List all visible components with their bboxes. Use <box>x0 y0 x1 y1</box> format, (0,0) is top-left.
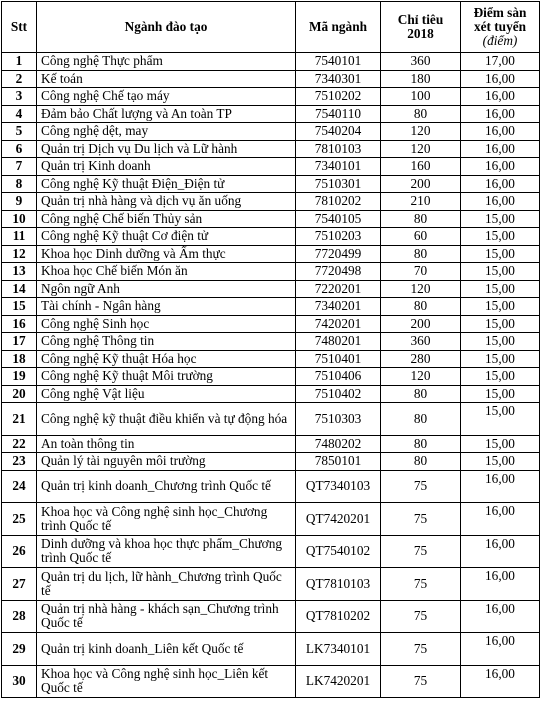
min-score: 15,00 <box>461 350 540 368</box>
program-name: An toàn thông tin <box>37 435 296 453</box>
table-row <box>2 315 540 333</box>
min-score: 15,00 <box>461 403 540 436</box>
program-code: 7540204 <box>296 123 381 141</box>
row-number: 17 <box>2 333 37 351</box>
program-name: Khoa học Chế biến Món ăn <box>37 263 296 281</box>
program-name: Quản trị nhà hàng và dịch vụ ăn uống <box>37 193 296 211</box>
table-row <box>2 123 540 141</box>
row-number: 16 <box>2 315 37 333</box>
min-score: 16,00 <box>461 175 540 193</box>
row-number: 10 <box>2 210 37 228</box>
table-row <box>2 333 540 351</box>
quota-2018: 210 <box>381 193 461 211</box>
row-number: 18 <box>2 350 37 368</box>
program-name: Công nghệ Kỹ thuật Hóa học <box>37 350 296 368</box>
min-score: 16,00 <box>461 470 540 503</box>
quota-2018: 180 <box>381 70 461 88</box>
row-number: 13 <box>2 263 37 281</box>
row-number: 15 <box>2 298 37 316</box>
program-name: Quản trị Kinh doanh <box>37 158 296 176</box>
program-code: 7540101 <box>296 53 381 71</box>
quota-2018: 75 <box>381 568 461 601</box>
row-number: 19 <box>2 368 37 386</box>
min-score: 16,00 <box>461 568 540 601</box>
quota-2018: 60 <box>381 228 461 246</box>
quota-2018: 80 <box>381 403 461 436</box>
table-header-row <box>2 2 540 53</box>
program-name: Quản trị Dịch vụ Du lịch và Lữ hành <box>37 140 296 158</box>
quota-2018: 75 <box>381 600 461 633</box>
program-code: QT7810202 <box>296 600 381 633</box>
min-score: 15,00 <box>461 368 540 386</box>
program-name: Công nghệ Chế tạo máy <box>37 88 296 106</box>
min-score: 17,00 <box>461 53 540 71</box>
program-code: QT7420201 <box>296 503 381 536</box>
quota-2018: 75 <box>381 633 461 666</box>
table-row <box>2 158 540 176</box>
program-code: 7720498 <box>296 263 381 281</box>
min-score: 16,00 <box>461 633 540 666</box>
row-number: 30 <box>2 665 37 698</box>
program-code: 7510402 <box>296 385 381 403</box>
program-code: 7510303 <box>296 403 381 436</box>
table-row <box>2 403 540 436</box>
min-score: 15,00 <box>461 315 540 333</box>
table-row <box>2 245 540 263</box>
header-score-line2: xét tuyển <box>473 19 527 34</box>
row-number: 7 <box>2 158 37 176</box>
table-row <box>2 140 540 158</box>
program-code: 7540105 <box>296 210 381 228</box>
table-row <box>2 503 540 536</box>
quota-2018: 75 <box>381 503 461 536</box>
program-name: Công nghệ Vật liệu <box>37 385 296 403</box>
program-name: Khoa học và Công nghệ sinh học_Chương trình Quốc tế <box>37 503 296 536</box>
table-row <box>2 435 540 453</box>
min-score: 16,00 <box>461 158 540 176</box>
header-program: Ngành đào tạo <box>37 2 296 53</box>
min-score: 16,00 <box>461 193 540 211</box>
row-number: 1 <box>2 53 37 71</box>
table-row <box>2 600 540 633</box>
row-number: 4 <box>2 105 37 123</box>
table-row <box>2 53 540 71</box>
program-name: Công nghệ Sinh học <box>37 315 296 333</box>
program-code: 7720499 <box>296 245 381 263</box>
row-number: 27 <box>2 568 37 601</box>
quota-2018: 280 <box>381 350 461 368</box>
table-row <box>2 535 540 568</box>
program-name: Khoa học Dinh dưỡng và Ẩm thực <box>37 245 296 263</box>
program-code: 7850101 <box>296 453 381 471</box>
table-row <box>2 175 540 193</box>
row-number: 9 <box>2 193 37 211</box>
program-code: 7510301 <box>296 175 381 193</box>
quota-2018: 80 <box>381 210 461 228</box>
quota-2018: 160 <box>381 158 461 176</box>
quota-2018: 80 <box>381 298 461 316</box>
program-name: Công nghệ kỹ thuật điều khiển và tự động hóa <box>37 403 296 436</box>
row-number: 29 <box>2 633 37 666</box>
program-code: 7510406 <box>296 368 381 386</box>
program-code: 7510203 <box>296 228 381 246</box>
quota-2018: 80 <box>381 453 461 471</box>
row-number: 8 <box>2 175 37 193</box>
header-quota-line1: Chỉ tiêu <box>397 12 444 27</box>
table-row <box>2 385 540 403</box>
table-row <box>2 70 540 88</box>
row-number: 12 <box>2 245 37 263</box>
min-score: 15,00 <box>461 333 540 351</box>
table-row <box>2 193 540 211</box>
program-name: Khoa học và Công nghệ sinh học_Liên kết Quốc tế <box>37 665 296 698</box>
min-score: 16,00 <box>461 70 540 88</box>
program-name: Quản trị kinh doanh_Liên kết Quốc tế <box>37 633 296 666</box>
min-score: 16,00 <box>461 535 540 568</box>
admission-score-table <box>1 1 540 698</box>
program-name: Công nghệ Kỹ thuật Cơ điện tử <box>37 228 296 246</box>
min-score: 16,00 <box>461 665 540 698</box>
table-row <box>2 470 540 503</box>
min-score: 15,00 <box>461 245 540 263</box>
program-code: 7340301 <box>296 70 381 88</box>
table-row <box>2 280 540 298</box>
table-row <box>2 453 540 471</box>
program-name: Công nghệ Chế biến Thủy sản <box>37 210 296 228</box>
program-code: 7480201 <box>296 333 381 351</box>
program-name: Kế toán <box>37 70 296 88</box>
table-row <box>2 633 540 666</box>
header-score <box>461 2 540 53</box>
quota-2018: 120 <box>381 368 461 386</box>
quota-2018: 80 <box>381 385 461 403</box>
program-name: Dinh dưỡng và khoa học thực phẩm_Chương trình Quốc tế <box>37 535 296 568</box>
min-score: 15,00 <box>461 453 540 471</box>
row-number: 20 <box>2 385 37 403</box>
min-score: 15,00 <box>461 228 540 246</box>
table-row <box>2 228 540 246</box>
table-row <box>2 368 540 386</box>
row-number: 26 <box>2 535 37 568</box>
quota-2018: 360 <box>381 333 461 351</box>
quota-2018: 80 <box>381 105 461 123</box>
min-score: 16,00 <box>461 600 540 633</box>
row-number: 21 <box>2 403 37 436</box>
min-score: 16,00 <box>461 88 540 106</box>
quota-2018: 70 <box>381 263 461 281</box>
header-code: Mã ngành <box>296 2 381 53</box>
min-score: 15,00 <box>461 435 540 453</box>
quota-2018: 360 <box>381 53 461 71</box>
row-number: 14 <box>2 280 37 298</box>
program-code: 7340201 <box>296 298 381 316</box>
program-code: 7510401 <box>296 350 381 368</box>
table-row <box>2 298 540 316</box>
row-number: 6 <box>2 140 37 158</box>
row-number: 2 <box>2 70 37 88</box>
program-name: Đảm bảo Chất lượng và An toàn TP <box>37 105 296 123</box>
min-score: 15,00 <box>461 263 540 281</box>
table-row <box>2 665 540 698</box>
program-code: 7480202 <box>296 435 381 453</box>
header-quota <box>381 2 461 53</box>
program-name: Quản trị kinh doanh_Chương trình Quốc tế <box>37 470 296 503</box>
program-name: Công nghệ Thực phẩm <box>37 53 296 71</box>
program-code: 7220201 <box>296 280 381 298</box>
row-number: 22 <box>2 435 37 453</box>
program-code: QT7810103 <box>296 568 381 601</box>
program-name: Công nghệ Thông tin <box>37 333 296 351</box>
program-name: Công nghệ dệt, may <box>37 123 296 141</box>
program-code: LK7340101 <box>296 633 381 666</box>
table-row <box>2 105 540 123</box>
row-number: 5 <box>2 123 37 141</box>
program-code: 7810202 <box>296 193 381 211</box>
table-body <box>2 53 540 698</box>
program-name: Công nghệ Kỹ thuật Môi trường <box>37 368 296 386</box>
row-number: 3 <box>2 88 37 106</box>
program-name: Quản trị nhà hàng - khách sạn_Chương trình Quốc tế <box>37 600 296 633</box>
program-name: Tài chính - Ngân hàng <box>37 298 296 316</box>
min-score: 15,00 <box>461 280 540 298</box>
quota-2018: 120 <box>381 140 461 158</box>
program-code: 7540110 <box>296 105 381 123</box>
min-score: 15,00 <box>461 298 540 316</box>
program-name: Quản trị du lịch, lữ hành_Chương trình Quốc tế <box>37 568 296 601</box>
row-number: 24 <box>2 470 37 503</box>
min-score: 16,00 <box>461 503 540 536</box>
header-score-line1: Điểm sàn <box>473 5 527 20</box>
quota-2018: 100 <box>381 88 461 106</box>
program-name: Công nghệ Kỹ thuật Điện_Điện tử <box>37 175 296 193</box>
program-code: QT7340103 <box>296 470 381 503</box>
quota-2018: 80 <box>381 245 461 263</box>
program-code: 7810103 <box>296 140 381 158</box>
header-score-unit: (điểm) <box>482 33 518 48</box>
min-score: 15,00 <box>461 210 540 228</box>
table-row <box>2 350 540 368</box>
table-row <box>2 88 540 106</box>
header-stt: Stt <box>2 2 37 53</box>
table-row <box>2 263 540 281</box>
row-number: 25 <box>2 503 37 536</box>
program-name: Quản lý tài nguyên môi trường <box>37 453 296 471</box>
quota-2018: 120 <box>381 280 461 298</box>
header-quota-line2: 2018 <box>407 26 434 41</box>
quota-2018: 75 <box>381 535 461 568</box>
quota-2018: 80 <box>381 435 461 453</box>
row-number: 11 <box>2 228 37 246</box>
program-code: QT7540102 <box>296 535 381 568</box>
min-score: 16,00 <box>461 123 540 141</box>
quota-2018: 200 <box>381 315 461 333</box>
program-code: LK7420201 <box>296 665 381 698</box>
quota-2018: 120 <box>381 123 461 141</box>
quota-2018: 200 <box>381 175 461 193</box>
row-number: 28 <box>2 600 37 633</box>
program-code: 7510202 <box>296 88 381 106</box>
min-score: 15,00 <box>461 385 540 403</box>
program-code: 7420201 <box>296 315 381 333</box>
program-name: Ngôn ngữ Anh <box>37 280 296 298</box>
min-score: 16,00 <box>461 105 540 123</box>
quota-2018: 75 <box>381 665 461 698</box>
table-row <box>2 210 540 228</box>
table-row <box>2 568 540 601</box>
min-score: 16,00 <box>461 140 540 158</box>
program-code: 7340101 <box>296 158 381 176</box>
quota-2018: 75 <box>381 470 461 503</box>
row-number: 23 <box>2 453 37 471</box>
